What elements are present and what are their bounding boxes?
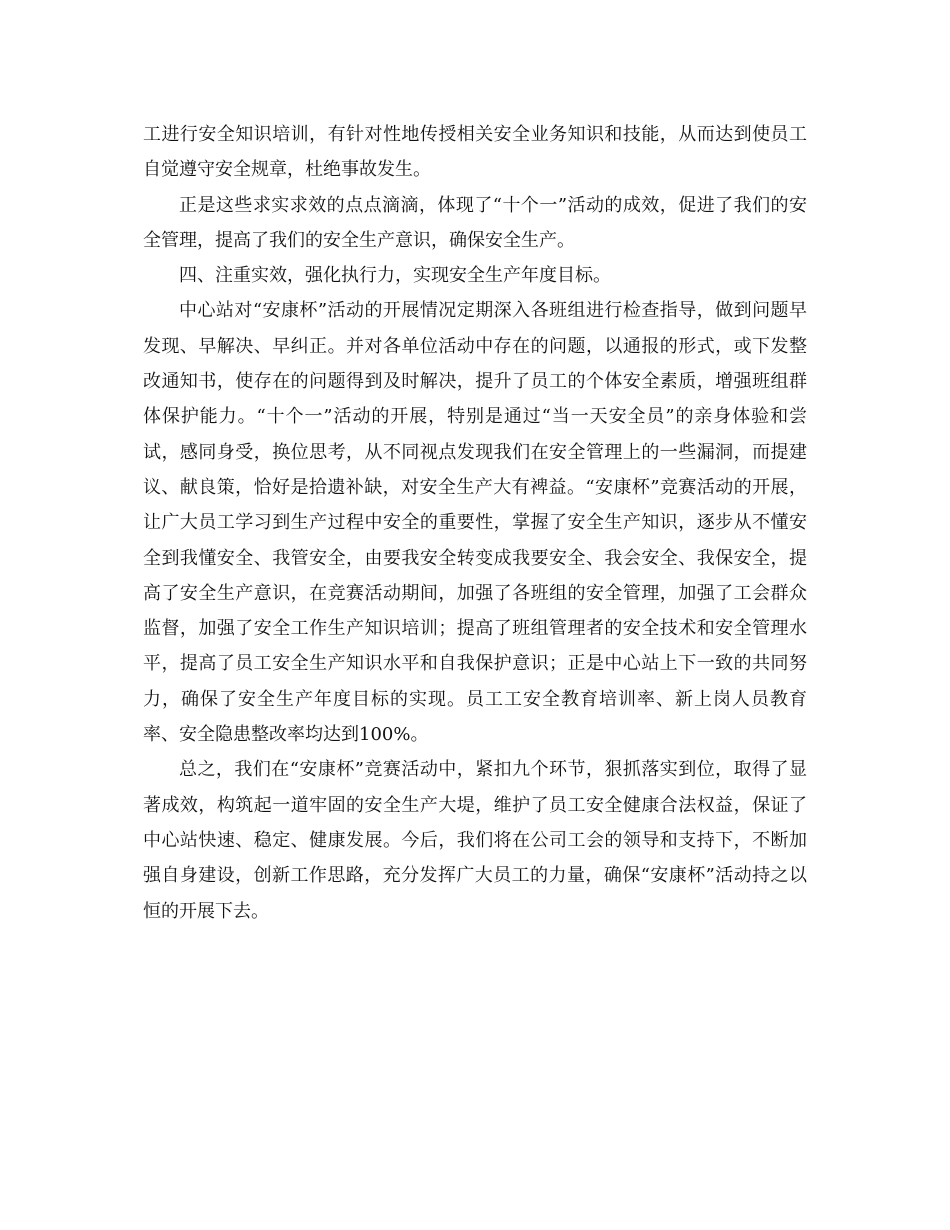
paragraph-training-continuation: 工进行安全知识培训，有针对性地传授相关安全业务知识和技能，从而达到使员工自觉遵守安全规章，杜绝事故发生。 xyxy=(143,124,807,181)
paragraph-inspection-guidance: 中心站对“安康杯”活动的开展情况定期深入各班组进行检查指导，做到问题早发现、早解决、早纠正。并对各单位活动中存在的问题，以通报的形式，或下发整改通知书，使存在的问题得到及时解决，提升了员工的个体安全素质，增强班组群体保护能力。“十个一”活动的开展，特别是通过“当一天安全员”的亲身体验和尝试，感同身受，换位思考，从不同视点发现我们在安全管理上的一些漏洞，而提建议、献良策，恰好是拾遗补缺，对安全生产大有裨益。“安康杯”竞赛活动的开展，让广大员工学习到生产过程中安全的重要性，掌握了安全生产知识，逐步从不懂安全到我懂安全、我管安全，由要我安全转变成我要安全、我会安全、我保安全，提高了安全生产意识，在竞赛活动期间，加强了各班组的安全管理，加强了工会群众监督，加强了安全工作生产知识培训；提高了班组管理者的安全技术和安全管理水平，提高了员工安全生产知识水平和自我保护意识；正是中心站上下一致的共同努力，确保了安全生产年度目标的实现。员工工安全教育培训率、新上岗人员教育率、安全隐患整改率均达到100%。 xyxy=(143,300,807,746)
paragraph-conclusion: 总之，我们在“安康杯”竞赛活动中，紧扣九个环节，狠抓落实到位，取得了显著成效，构筑起一道牢固的安全生产大堤，维护了员工安全健康合法权益，保证了中心站快速、稳定、健康发展。今后，我们将在公司工会的领导和支持下，不断加强自身建设，创新工作思路，充分发挥广大员工的力量，确保“安康杯”活动持之以恒的开展下去。 xyxy=(143,759,807,922)
document-body xyxy=(143,117,807,929)
section-heading-four: 四、注重实效，强化执行力，实现安全生产年度目标。 xyxy=(179,265,611,287)
paragraph-ten-ones-results: 正是这些求实求效的点点滴滴，体现了“十个一”活动的成效，促进了我们的安全管理，提高了我们的安全生产意识，确保安全生产。 xyxy=(143,194,807,251)
